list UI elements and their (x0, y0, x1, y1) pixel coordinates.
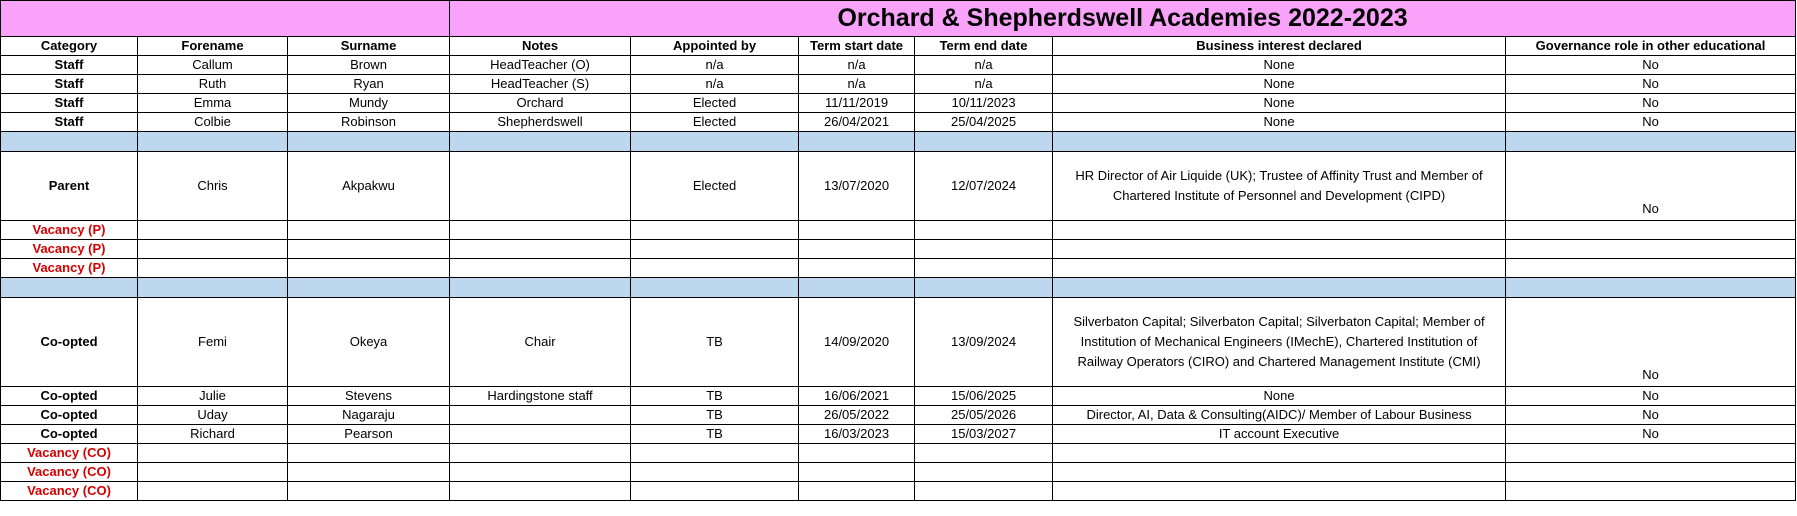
header-term-end[interactable]: Term end date (915, 37, 1053, 56)
cell-surname[interactable] (288, 221, 450, 240)
cell-surname[interactable]: Stevens (288, 387, 450, 406)
cell-forename[interactable] (138, 463, 288, 482)
cell-forename[interactable] (138, 240, 288, 259)
cell-term-end[interactable] (915, 240, 1053, 259)
cell-term-start[interactable]: 16/06/2021 (799, 387, 915, 406)
cell-notes[interactable] (450, 482, 631, 501)
cell-forename[interactable] (138, 221, 288, 240)
cell-appointed-by[interactable]: Elected (631, 113, 799, 132)
cell-category[interactable]: Co-opted (1, 298, 138, 387)
cell-forename[interactable] (138, 482, 288, 501)
cell-term-start[interactable]: 11/11/2019 (799, 94, 915, 113)
cell-notes[interactable]: Shepherdswell (450, 113, 631, 132)
cell-term-start[interactable] (799, 240, 915, 259)
cell-surname[interactable]: Pearson (288, 425, 450, 444)
cell-business-interest[interactable] (1053, 444, 1506, 463)
cell-governance-role[interactable]: No (1506, 75, 1796, 94)
cell-term-start[interactable] (799, 482, 915, 501)
cell-governance-role[interactable]: No (1506, 387, 1796, 406)
cell-appointed-by[interactable]: n/a (631, 75, 799, 94)
cell-governance-role[interactable] (1506, 463, 1796, 482)
cell-surname[interactable] (288, 444, 450, 463)
cell-governance-role[interactable]: No (1506, 298, 1796, 387)
page-title[interactable]: Orchard & Shepherdswell Academies 2022-2023 (450, 1, 1796, 37)
divider-cell[interactable] (1, 278, 138, 298)
cell-governance-role[interactable]: No (1506, 113, 1796, 132)
cell-appointed-by[interactable] (631, 221, 799, 240)
cell-appointed-by[interactable] (631, 240, 799, 259)
cell-notes[interactable] (450, 152, 631, 221)
cell-notes[interactable]: Hardingstone staff (450, 387, 631, 406)
cell-category[interactable]: Vacancy (P) (1, 259, 138, 278)
cell-term-start[interactable] (799, 221, 915, 240)
cell-surname[interactable] (288, 463, 450, 482)
cell-term-end[interactable]: n/a (915, 56, 1053, 75)
cell-category[interactable]: Vacancy (P) (1, 240, 138, 259)
cell-category[interactable]: Staff (1, 56, 138, 75)
cell-business-interest[interactable] (1053, 463, 1506, 482)
cell-surname[interactable]: Brown (288, 56, 450, 75)
cell-notes[interactable]: Chair (450, 298, 631, 387)
table-row (1, 387, 1796, 406)
cell-governance-role[interactable] (1506, 259, 1796, 278)
cell-surname[interactable]: Robinson (288, 113, 450, 132)
header-row (1, 37, 1796, 56)
cell-business-interest[interactable]: None (1053, 113, 1506, 132)
cell-term-start[interactable] (799, 259, 915, 278)
cell-notes[interactable]: HeadTeacher (S) (450, 75, 631, 94)
vacancy-row (1, 463, 1796, 482)
cell-term-end[interactable]: 12/07/2024 (915, 152, 1053, 221)
cell-governance-role[interactable] (1506, 221, 1796, 240)
cell-governance-role[interactable]: No (1506, 425, 1796, 444)
table-row (1, 113, 1796, 132)
header-forename[interactable]: Forename (138, 37, 288, 56)
cell-term-start[interactable]: 14/09/2020 (799, 298, 915, 387)
cell-notes[interactable] (450, 240, 631, 259)
divider-cell[interactable] (1, 132, 138, 152)
cell-category[interactable]: Co-opted (1, 406, 138, 425)
cell-appointed-by[interactable] (631, 463, 799, 482)
divider-cell[interactable] (799, 132, 915, 152)
cell-term-end[interactable] (915, 259, 1053, 278)
cell-term-start[interactable]: 16/03/2023 (799, 425, 915, 444)
cell-term-end[interactable] (915, 463, 1053, 482)
cell-term-end[interactable] (915, 444, 1053, 463)
divider-cell[interactable] (138, 132, 288, 152)
cell-business-interest[interactable] (1053, 240, 1506, 259)
cell-category[interactable]: Staff (1, 75, 138, 94)
divider-cell[interactable] (1053, 278, 1506, 298)
divider-cell[interactable] (288, 278, 450, 298)
cell-term-end[interactable]: 15/03/2027 (915, 425, 1053, 444)
divider-cell[interactable] (1506, 278, 1796, 298)
cell-term-start[interactable]: n/a (799, 56, 915, 75)
cell-governance-role[interactable]: No (1506, 152, 1796, 221)
cell-appointed-by[interactable]: n/a (631, 56, 799, 75)
cell-term-end[interactable] (915, 221, 1053, 240)
cell-category[interactable]: Vacancy (CO) (1, 444, 138, 463)
table-row (1, 298, 1796, 387)
cell-notes[interactable]: Orchard (450, 94, 631, 113)
divider-cell[interactable] (1053, 132, 1506, 152)
cell-forename[interactable]: Callum (138, 56, 288, 75)
cell-governance-role[interactable]: No (1506, 94, 1796, 113)
cell-business-interest[interactable]: None (1053, 56, 1506, 75)
cell-notes[interactable]: HeadTeacher (O) (450, 56, 631, 75)
cell-category[interactable]: Vacancy (P) (1, 221, 138, 240)
title-band-left[interactable] (1, 1, 450, 37)
cell-surname[interactable]: Akpakwu (288, 152, 450, 221)
section-divider-row (1, 278, 1796, 298)
vacancy-row (1, 482, 1796, 501)
cell-category[interactable]: Co-opted (1, 387, 138, 406)
cell-business-interest[interactable]: None (1053, 387, 1506, 406)
vacancy-row (1, 240, 1796, 259)
header-surname[interactable]: Surname (288, 37, 450, 56)
cell-notes[interactable] (450, 444, 631, 463)
cell-notes[interactable] (450, 406, 631, 425)
header-term-start[interactable]: Term start date (799, 37, 915, 56)
cell-notes[interactable] (450, 259, 631, 278)
cell-term-start[interactable] (799, 444, 915, 463)
cell-category[interactable]: Co-opted (1, 425, 138, 444)
header-notes[interactable]: Notes (450, 37, 631, 56)
table-row (1, 406, 1796, 425)
vacancy-row (1, 221, 1796, 240)
cell-forename[interactable]: Femi (138, 298, 288, 387)
cell-forename[interactable] (138, 259, 288, 278)
cell-term-start[interactable]: n/a (799, 75, 915, 94)
cell-term-end[interactable]: 25/05/2026 (915, 406, 1053, 425)
divider-cell[interactable] (288, 132, 450, 152)
table-row (1, 94, 1796, 113)
cell-forename[interactable]: Chris (138, 152, 288, 221)
cell-forename[interactable]: Ruth (138, 75, 288, 94)
cell-term-end[interactable]: 15/06/2025 (915, 387, 1053, 406)
cell-term-end[interactable]: 13/09/2024 (915, 298, 1053, 387)
cell-category[interactable]: Staff (1, 94, 138, 113)
divider-cell[interactable] (1506, 132, 1796, 152)
cell-governance-role[interactable]: No (1506, 56, 1796, 75)
divider-cell[interactable] (915, 132, 1053, 152)
header-appointed-by[interactable]: Appointed by (631, 37, 799, 56)
cell-surname[interactable] (288, 240, 450, 259)
cell-business-interest[interactable] (1053, 221, 1506, 240)
header-business-interest[interactable]: Business interest declared (1053, 37, 1506, 56)
cell-forename[interactable]: Colbie (138, 113, 288, 132)
cell-governance-role[interactable] (1506, 240, 1796, 259)
cell-notes[interactable] (450, 463, 631, 482)
table-row (1, 56, 1796, 75)
cell-appointed-by[interactable] (631, 259, 799, 278)
cell-term-start[interactable]: 26/05/2022 (799, 406, 915, 425)
cell-surname[interactable] (288, 259, 450, 278)
cell-term-start[interactable]: 13/07/2020 (799, 152, 915, 221)
divider-cell[interactable] (631, 132, 799, 152)
header-category[interactable]: Category (1, 37, 138, 56)
cell-appointed-by[interactable]: TB (631, 425, 799, 444)
cell-forename[interactable]: Julie (138, 387, 288, 406)
cell-appointed-by[interactable]: Elected (631, 94, 799, 113)
cell-surname[interactable]: Ryan (288, 75, 450, 94)
cell-business-interest[interactable] (1053, 482, 1506, 501)
cell-notes[interactable] (450, 221, 631, 240)
cell-business-interest[interactable] (1053, 259, 1506, 278)
cell-forename[interactable]: Richard (138, 425, 288, 444)
cell-surname[interactable] (288, 482, 450, 501)
section-divider-row (1, 132, 1796, 152)
divider-cell[interactable] (450, 278, 631, 298)
divider-cell[interactable] (799, 278, 915, 298)
cell-forename[interactable]: Emma (138, 94, 288, 113)
cell-term-end[interactable] (915, 482, 1053, 501)
vacancy-row (1, 259, 1796, 278)
cell-appointed-by[interactable]: TB (631, 406, 799, 425)
cell-surname[interactable]: Okeya (288, 298, 450, 387)
cell-term-end[interactable]: 10/11/2023 (915, 94, 1053, 113)
cell-business-interest[interactable]: HR Director of Air Liquide (UK); Trustee of Affinity Trust and Member of Chartered Institute of Personnel and Development (CIPD) (1053, 152, 1506, 221)
cell-category[interactable]: Vacancy (CO) (1, 463, 138, 482)
table-row (1, 425, 1796, 444)
table-row (1, 75, 1796, 94)
cell-term-start[interactable]: 26/04/2021 (799, 113, 915, 132)
cell-business-interest[interactable]: None (1053, 94, 1506, 113)
cell-business-interest[interactable]: Silverbaton Capital; Silverbaton Capital; Silverbaton Capital; Member of Institution of Mechanical Engineers (IMechE), Chartered Institution of Railway Operators (CIRO) and Chartered Management Institute (CMI) (1053, 298, 1506, 387)
cell-appointed-by[interactable]: TB (631, 298, 799, 387)
cell-category[interactable]: Staff (1, 113, 138, 132)
cell-surname[interactable]: Nagaraju (288, 406, 450, 425)
cell-forename[interactable]: Uday (138, 406, 288, 425)
cell-category[interactable]: Vacancy (CO) (1, 482, 138, 501)
table-row (1, 152, 1796, 221)
cell-appointed-by[interactable] (631, 444, 799, 463)
divider-cell[interactable] (631, 278, 799, 298)
cell-governance-role[interactable] (1506, 482, 1796, 501)
cell-governance-role[interactable]: No (1506, 406, 1796, 425)
cell-term-end[interactable]: n/a (915, 75, 1053, 94)
header-governance-role[interactable]: Governance role in other educational (1506, 37, 1796, 56)
cell-appointed-by[interactable]: TB (631, 387, 799, 406)
cell-business-interest[interactable]: Director, AI, Data & Consulting(AIDC)/ Member of Labour Business (1053, 406, 1506, 425)
cell-category[interactable]: Parent (1, 152, 138, 221)
cell-governance-role[interactable] (1506, 444, 1796, 463)
divider-cell[interactable] (138, 278, 288, 298)
divider-cell[interactable] (450, 132, 631, 152)
vacancy-row (1, 444, 1796, 463)
cell-term-start[interactable] (799, 463, 915, 482)
cell-forename[interactable] (138, 444, 288, 463)
divider-cell[interactable] (915, 278, 1053, 298)
cell-business-interest[interactable]: None (1053, 75, 1506, 94)
cell-business-interest[interactable]: IT account Executive (1053, 425, 1506, 444)
cell-term-end[interactable]: 25/04/2025 (915, 113, 1053, 132)
cell-surname[interactable]: Mundy (288, 94, 450, 113)
cell-appointed-by[interactable]: Elected (631, 152, 799, 221)
cell-appointed-by[interactable] (631, 482, 799, 501)
cell-notes[interactable] (450, 425, 631, 444)
